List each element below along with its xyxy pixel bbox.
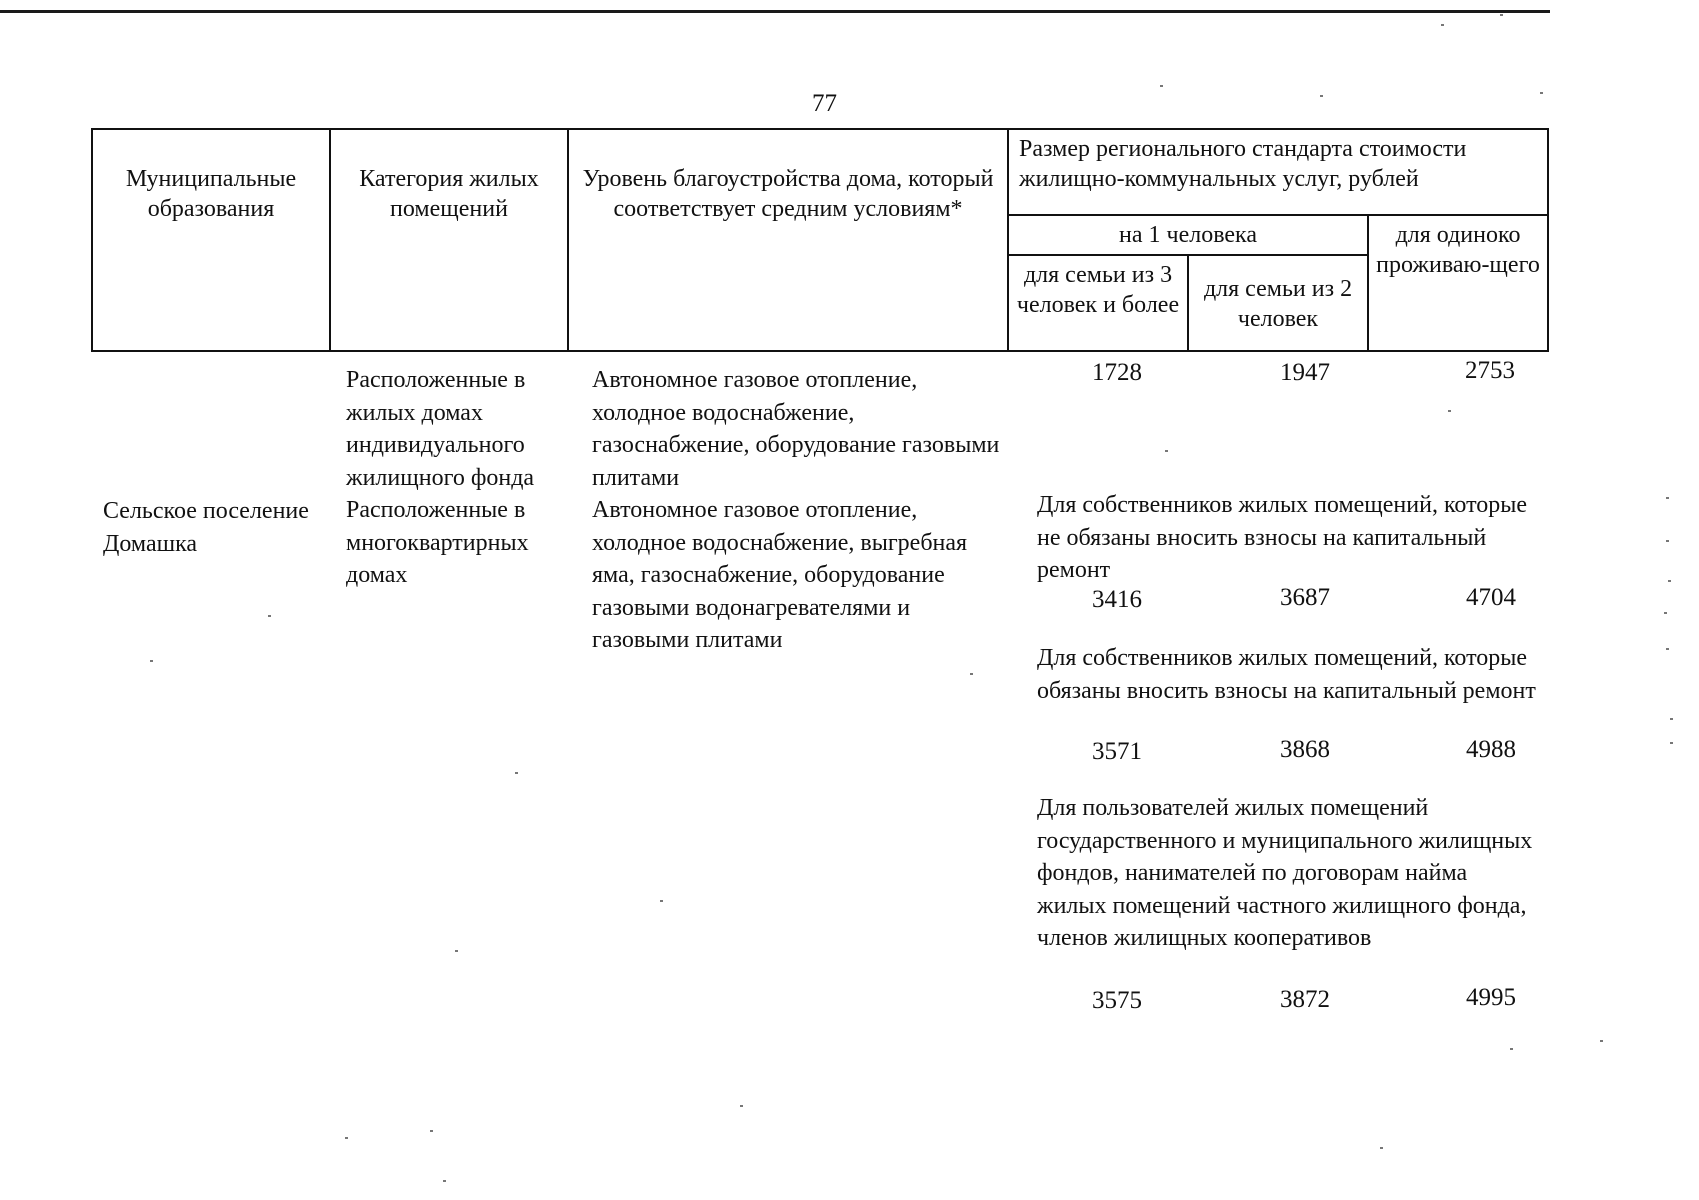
scan-speck [1380, 1147, 1383, 1149]
scan-speck [660, 900, 663, 902]
scan-speck [1664, 612, 1667, 614]
municipality-cell: Сельское поселение Домашка [103, 498, 309, 557]
header-per-person: на 1 человека [1008, 215, 1368, 255]
scan-speck [515, 772, 518, 774]
scan-speck [1160, 85, 1163, 87]
scan-speck [1448, 410, 1451, 412]
scan-speck [1320, 95, 1323, 97]
scan-speck [1600, 1040, 1603, 1042]
group2-label: Для собственников жилых помещений, которые обязаны вносить взносы на капитальный ремонт [1037, 645, 1536, 704]
scan-speck [1666, 497, 1669, 499]
scan-speck [430, 1130, 433, 1132]
scan-speck [1510, 1048, 1513, 1050]
group1-label: Для собственников жилых помещений, которые не обязаны вносить взносы на капитальный ремонт [1037, 492, 1528, 583]
row1-value-family2: 1947 [1280, 359, 1330, 386]
group3-value-family3: 3575 [1092, 987, 1142, 1014]
header-single: для одиноко проживаю-щего [1368, 215, 1548, 351]
group3-value-single: 4995 [1466, 984, 1516, 1011]
scan-speck [268, 615, 271, 617]
scan-speck [443, 1180, 446, 1182]
group2-value-single: 4988 [1466, 736, 1516, 763]
scan-speck [345, 1137, 348, 1139]
scan-speck [150, 660, 153, 662]
header-category: Категория жилых помещений [330, 129, 568, 351]
scan-speck [1441, 24, 1444, 26]
header-family2: для семьи из 2 человек [1188, 255, 1368, 351]
scan-speck [1165, 450, 1168, 452]
group2-value-family3: 3571 [1092, 738, 1142, 765]
group3-label: Для пользователей жилых помещений государственного и муниципального жилищных фондов, нанимателей по договорам найма жилых помещений частного жилищного фонда, членов жилищных кооперативов [1037, 795, 1533, 951]
scan-speck [455, 950, 458, 952]
header-municipal: Муниципальные образования [92, 129, 330, 351]
row1-category: Расположенные в жилых домах индивидуального жилищного фонда [346, 367, 535, 491]
row1-level: Автономное газовое отопление, холодное водоснабжение, газоснабжение, оборудование газовыми плитами [592, 367, 1000, 491]
row1-value-single: 2753 [1465, 357, 1515, 384]
scan-speck [1666, 648, 1669, 650]
group3-value-family2: 3872 [1280, 986, 1330, 1013]
scan-speck [1670, 742, 1673, 744]
group1-value-family3: 3416 [1092, 586, 1142, 613]
row2-category: Расположенные в многоквартирных домах [346, 497, 529, 588]
row1-value-family3: 1728 [1092, 359, 1142, 386]
header-standard: Размер регионального стандарта стоимости жилищно-коммунальных услуг, рублей [1008, 129, 1548, 215]
scan-speck [1668, 580, 1671, 582]
scan-speck [970, 673, 973, 675]
scan-speck [740, 1105, 743, 1107]
scan-speck [1666, 540, 1669, 542]
scan-speck [1500, 14, 1503, 16]
scan-speck [1670, 718, 1673, 720]
group1-value-single: 4704 [1466, 584, 1516, 611]
page-number: 77 [812, 90, 837, 117]
header-level: Уровень благоустройства дома, который соответствует средним условиям* [568, 129, 1008, 351]
scan-speck [1540, 92, 1543, 94]
row2-level: Автономное газовое отопление, холодное водоснабжение, выгребная яма, газоснабжение, оборудование газовыми водонагревателями и газовыми плитами [592, 497, 968, 653]
header-family3: для семьи из 3 человек и более [1008, 255, 1188, 351]
group2-value-family2: 3868 [1280, 736, 1330, 763]
group1-value-family2: 3687 [1280, 584, 1330, 611]
